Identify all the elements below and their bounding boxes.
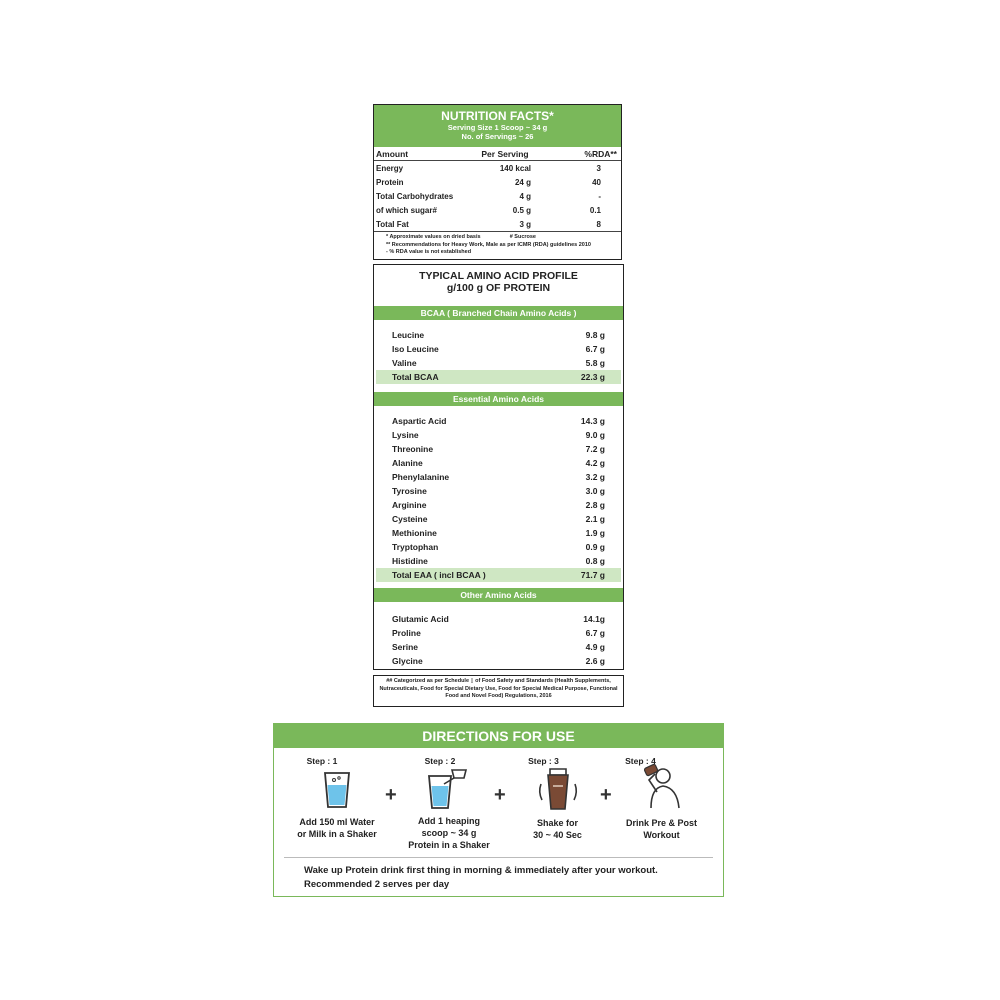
step-line: Shake for [536, 818, 578, 828]
list-item [388, 414, 609, 428]
footnote-sucrose: # Sucrose [509, 234, 536, 240]
step-line: scoop ~ 34 g [421, 828, 477, 838]
list-item [388, 328, 609, 342]
list-item [388, 612, 609, 626]
amino-value: 9.0 g [585, 430, 605, 440]
amino-value: 2.8 g [585, 500, 605, 510]
regulation-note: ## Categorized as per Schedule ▯ of Food Safety and Standards (Health Supplements, Nutraceuticals, Food for Special Dietary Use, Food for Special Medical Purpose, Functional Food and Novel Food) Regulations, 2016 [373, 675, 624, 707]
amino-value: 4.2 g [585, 458, 605, 468]
scoop-glass-icon [426, 768, 472, 810]
amino-value: 6.7 g [585, 628, 605, 638]
glass-water-icon [322, 771, 352, 809]
table-row [374, 203, 621, 217]
amino-acid-panel [373, 264, 624, 670]
directions-divider [284, 857, 713, 858]
other-section-header: Other Amino Acids [374, 588, 623, 602]
amino-name: Cysteine [392, 514, 428, 524]
eaa-total-row [376, 568, 621, 582]
list-item [388, 428, 609, 442]
step-text [609, 817, 714, 841]
footnote-not-established: - % RDA value is not established [386, 249, 472, 255]
amino-value: 5.8 g [585, 358, 605, 368]
note-line-1: Wake up Protein drink first thing in morning & immediately after your workout. [304, 865, 658, 876]
bcaa-total-row [376, 370, 621, 384]
person-drinking-icon [637, 762, 687, 810]
amino-name: Phenylalanine [392, 472, 450, 482]
nutrient-rda: 3 [596, 163, 601, 173]
step-line: Workout [643, 830, 680, 840]
list-item [388, 626, 609, 640]
amino-name: Tryptophan [392, 542, 439, 552]
amino-name: Arginine [392, 500, 427, 510]
list-item [388, 484, 609, 498]
step-label: Step : 1 [306, 756, 338, 766]
nutrient-name: Total Carbohydrates [376, 191, 454, 201]
nutrient-amount: 24 g [514, 177, 531, 187]
step-line: 30 ~ 40 Sec [533, 830, 582, 840]
total-value: 22.3 g [580, 372, 605, 382]
step-label: Step : 2 [424, 756, 456, 766]
amino-value: 4.9 g [585, 642, 605, 652]
list-item [388, 512, 609, 526]
amino-value: 1.9 g [585, 528, 605, 538]
amino-name: Proline [392, 628, 421, 638]
nutrition-title: NUTRITION FACTS* [441, 109, 554, 123]
list-item [388, 640, 609, 654]
plus-icon: + [600, 784, 612, 806]
amino-name: Histidine [392, 556, 428, 566]
note-line-2: Recommended 2 serves per day [304, 879, 450, 890]
amino-value: 2.1 g [585, 514, 605, 524]
table-row [374, 161, 621, 176]
nutrient-rda: 8 [549, 217, 621, 232]
table-row [374, 189, 621, 203]
nutrient-amount: 0.5 g [512, 205, 531, 215]
amino-value: 0.9 g [585, 542, 605, 552]
col-rda: %RDA** [549, 147, 621, 161]
nutrition-footnotes [374, 232, 621, 259]
step-1 [282, 756, 392, 840]
amino-value: 3.0 g [585, 486, 605, 496]
bcaa-list [374, 320, 623, 384]
footnote-dried-basis: * Approximate values on dried basis [386, 234, 481, 240]
step-line: or Milk in a Shaker [297, 829, 377, 839]
step-label: Step : 3 [528, 756, 559, 766]
nutrient-name: Energy [376, 163, 404, 173]
amino-name: Methionine [392, 528, 437, 538]
table-row [374, 217, 621, 232]
other-list [374, 602, 623, 668]
serving-size: Serving Size 1 Scoop ~ 34 g [447, 123, 548, 132]
nutrient-name: of which sugar# [376, 205, 437, 215]
step-3 [510, 756, 605, 841]
amino-title-line-1: TYPICAL AMINO ACID PROFILE [419, 270, 578, 282]
plus-icon: + [385, 784, 397, 806]
total-label: Total BCAA [392, 372, 439, 382]
amino-value: 3.2 g [585, 472, 605, 482]
list-item [388, 540, 609, 554]
list-item [388, 498, 609, 512]
amino-title [374, 265, 623, 306]
step-line: Drink Pre & Post [625, 818, 698, 828]
nutrition-table-header [374, 147, 621, 161]
amino-name: Leucine [392, 330, 425, 340]
step-text [394, 815, 504, 851]
amino-value: 7.2 g [585, 444, 605, 454]
list-item [388, 654, 609, 668]
step-line: Add 150 ml Water [299, 817, 375, 827]
eaa-section-header: Essential Amino Acids [374, 392, 623, 406]
amino-name: Alanine [392, 458, 423, 468]
nutrient-amount: 140 kcal [499, 163, 531, 173]
table-row [374, 175, 621, 189]
list-item [388, 526, 609, 540]
nutrition-table [374, 147, 621, 232]
amino-value: 6.7 g [585, 344, 605, 354]
directions-title: DIRECTIONS FOR USE [274, 724, 723, 748]
amino-value: 2.6 g [585, 656, 605, 666]
nutrition-facts-panel [373, 104, 622, 260]
list-item [388, 342, 609, 356]
list-item [388, 470, 609, 484]
list-item [388, 554, 609, 568]
bcaa-section-header: BCAA ( Branched Chain Amino Acids ) [374, 306, 623, 320]
shaker-icon [536, 766, 580, 812]
step-text [282, 816, 392, 840]
step-4 [609, 756, 714, 841]
amino-name: Iso Leucine [392, 344, 439, 354]
amino-value: 14.3 g [580, 416, 605, 426]
amino-name: Glycine [392, 656, 423, 666]
amino-value: 14.1g [583, 614, 605, 624]
step-line: Add 1 heaping [417, 816, 480, 826]
list-item [388, 356, 609, 370]
nutrient-amount: 3 g [459, 217, 549, 232]
step-label: Step : 4 [625, 756, 656, 766]
directions-panel [273, 723, 724, 897]
step-text [510, 817, 605, 841]
amino-name: Glutamic Acid [392, 614, 449, 624]
amino-name: Aspartic Acid [392, 416, 447, 426]
footnote-rda: ** Recommendations for Heavy Work, Male as per ICMR (RDA) guidelines 2010 [386, 241, 591, 248]
nutrient-rda: 40 [592, 177, 601, 187]
amino-name: Serine [392, 642, 418, 652]
amino-name: Lysine [392, 430, 419, 440]
nutrient-name: Total Fat [374, 217, 459, 232]
list-item [388, 442, 609, 456]
list-item [388, 456, 609, 470]
servings-count: No. of Servings ~ 26 [461, 132, 534, 141]
col-per-serving: Per Serving [459, 147, 549, 161]
amino-value: 0.8 g [585, 556, 605, 566]
nutrient-rda: - [598, 191, 601, 201]
amino-value: 9.8 g [585, 330, 605, 340]
plus-icon: + [494, 784, 506, 806]
nutrient-rda: 0.1 [589, 205, 601, 215]
amino-name: Valine [392, 358, 417, 368]
total-value: 71.7 g [580, 570, 605, 580]
total-label: Total EAA ( incl BCAA ) [392, 570, 486, 580]
directions-note [304, 864, 658, 892]
amino-name: Threonine [392, 444, 434, 454]
nutrition-header [374, 105, 621, 147]
step-2 [394, 756, 504, 851]
nutrient-amount: 4 g [519, 191, 531, 201]
step-line: Protein in a Shaker [408, 840, 490, 850]
nutrient-name: Protein [376, 177, 404, 187]
eaa-list [374, 406, 623, 582]
col-amount: Amount [374, 147, 459, 161]
amino-title-line-2: g/100 g OF PROTEIN [446, 282, 551, 294]
amino-name: Tyrosine [392, 486, 427, 496]
